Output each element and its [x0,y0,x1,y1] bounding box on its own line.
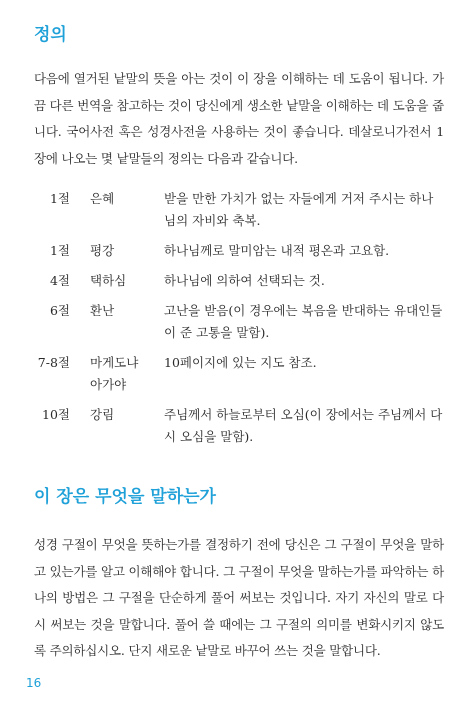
verse-ref: 10절 [42,407,70,422]
body-paragraph: 성경 구절이 무엇을 뜻하는가를 결정하기 전에 당신은 그 구절이 무엇을 말하고 있는가를 알고 이해해야 합니다. 그 구절이 무엇을 말하는가를 파악하는 하나의 방법은 그 구절을 단순하게 풀어 써보는 것입니다. 자기 자신의 말로 다시 써보는 것을 말합니다. 풀어 쓸 때에는 그 구절의 의미를 변화시키지 않도록 주의하십시오. 단지 새로운 낱말로 바꾸어 쓰는 것을 말합니다. [34,537,444,658]
term-word: 평강 [90,243,115,258]
term-definition: 하나님께로 말미암는 내적 평온과 고요함. [164,243,390,258]
definition-row [34,188,444,232]
term-definition: 주님께서 하늘로부터 오심(이 장에서는 주님께서 다시 오심을 말함). [164,407,443,444]
term-word: 은혜 [90,191,115,206]
page-number: 16 [26,676,42,690]
term-definition: 고난을 받음(이 경우에는 복음을 반대하는 유대인들이 준 고통을 말함). [164,303,443,340]
verse-ref: 4절 [49,273,70,288]
term-word: 마게도냐 아가야 [90,355,139,392]
verse-ref: 1절 [49,243,70,258]
term-definition: 받을 만한 가치가 없는 자들에게 거저 주시는 하나님의 자비와 축복. [164,191,434,228]
definition-row [34,300,444,344]
definition-row [34,270,444,292]
term-definition: 10페이지에 있는 지도 참조. [164,355,317,370]
verse-ref: 6절 [49,303,70,318]
section-heading-definitions: 정의 [34,25,67,45]
definition-list [34,188,444,456]
intro-paragraph: 다음에 열거된 낱말의 뜻을 아는 것이 이 장을 이해하는 데 도움이 됩니다. 가끔 다른 번역을 참고하는 것이 당신에게 생소한 낱말을 이해하는 데 도움을 줍니다. 국어사전 혹은 성경사전을 사용하는 것이 좋습니다. 데살로니가전서 1장에 나오는 몇 낱말들의 정의는 다음과 같습니다. [34,71,444,166]
term-definition: 하나님에 의하여 선택되는 것. [164,273,325,288]
definition-row [34,240,444,262]
term-word: 택하심 [90,273,127,288]
term-word: 강림 [90,407,115,422]
definition-row [34,404,444,448]
verse-ref: 1절 [49,191,70,206]
section-heading-what-says: 이 장은 무엇을 말하는가 [34,487,216,507]
definition-row [34,352,444,396]
term-word: 환난 [90,303,115,318]
verse-ref: 7-8절 [37,355,70,370]
